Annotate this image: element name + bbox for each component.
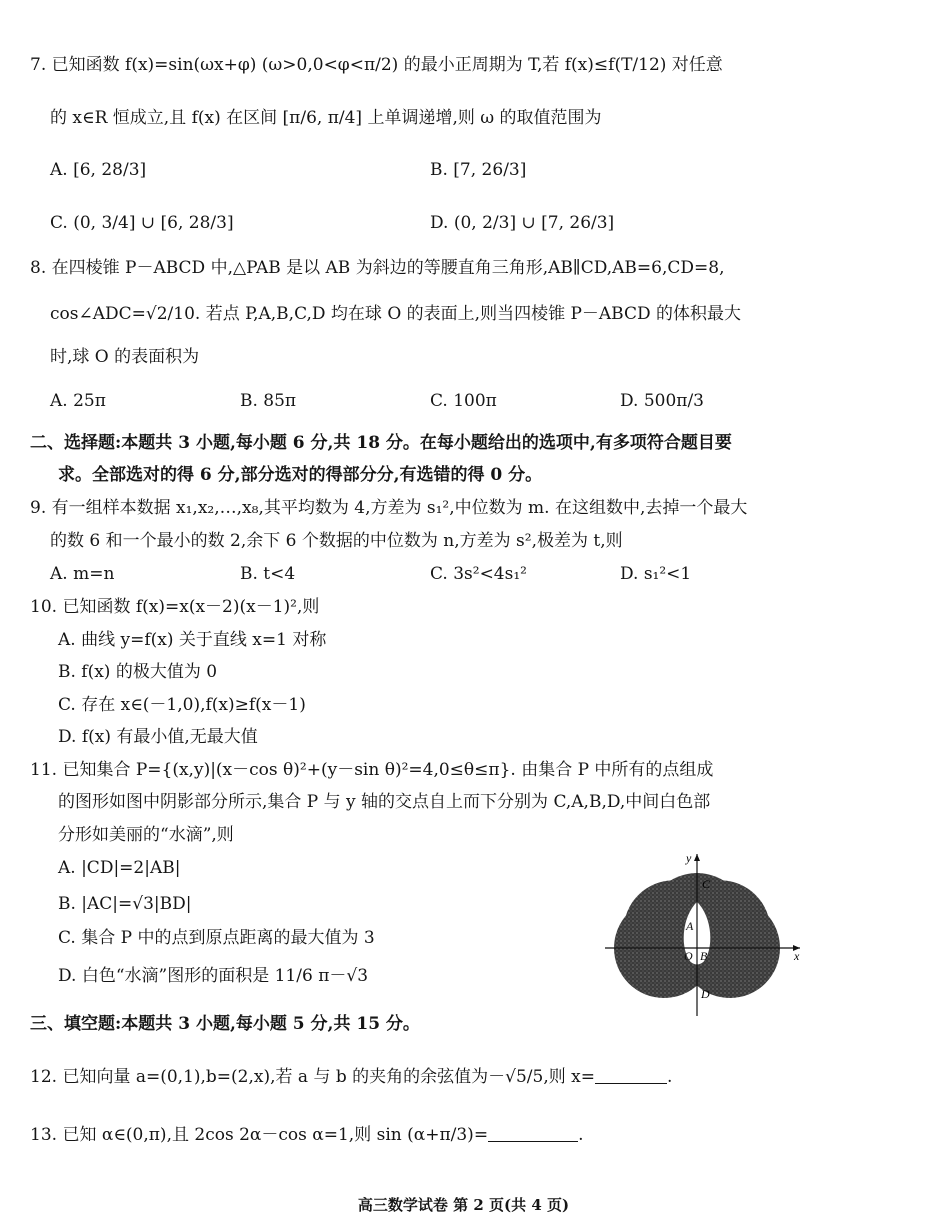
label-b: B [700,949,708,963]
q11-stem-line2: 的图形如图中阴影部分所示,集合 P 与 y 轴的交点自上而下分别为 C,A,B,D,中间白色部 [58,792,711,812]
q11-stem-line3: 分形如美丽的“水滴”,则 [58,825,234,845]
q12-text: 12. 已知向量 a=(0,1),b=(2,x),若 a 与 b 的夹角的余弦值为－√5/5,则 x= [30,1067,595,1087]
section2-heading-line1: 二、选择题:本题共 3 小题,每小题 6 分,共 18 分。在每小题给出的选项中,有多项符合题目要 [30,433,732,453]
q8-stem-line3: 时,球 O 的表面积为 [50,347,200,367]
q8-option-d: D. 500π/3 [620,391,704,411]
q9-option-a: A. m=n [50,564,115,584]
q11-option-c: C. 集合 P 中的点到原点距离的最大值为 3 [58,928,375,948]
q7-stem-line2: 的 x∈R 恒成立,且 f(x) 在区间 [π/6, π/4] 上单调递增,则 ω 的取值范围为 [50,108,602,128]
q7-option-d: D. (0, 2/3] ∪ [7, 26/3] [430,213,615,233]
q9-option-c: C. 3s²<4s₁² [430,564,527,584]
y-axis-arrow [694,854,700,861]
label-c: C [702,877,711,891]
q11-option-a: A. |CD|=2|AB| [58,858,181,878]
q10-option-c: C. 存在 x∈(－1,0),f(x)≥f(x－1) [58,695,306,715]
label-x: x [794,949,800,963]
label-d: D [701,987,710,1001]
section3-heading: 三、填空题:本题共 3 小题,每小题 5 分,共 15 分。 [30,1014,420,1034]
q12-end: . [667,1067,673,1087]
q8-option-c: C. 100π [430,391,497,411]
q12 [30,1066,672,1087]
q11-stem-line1: 11. 已知集合 P={(x,y)|(x－cos θ)²+(y－sin θ)²=4,0≤θ≤π}. 由集合 P 中所有的点组成 [30,760,714,780]
q7-stem-line1: 7. 已知函数 f(x)=sin(ωx+φ) (ω>0,0<φ<π/2) 的最小正周期为 T,若 f(x)≤f(T/12) 对任意 [30,55,723,75]
q10-option-a: A. 曲线 y=f(x) 关于直线 x=1 对称 [58,630,327,650]
q7-option-c: C. (0, 3/4] ∪ [6, 28/3] [50,213,234,233]
section2-heading-line2: 求。全部选对的得 6 分,部分选对的得部分分,有选错的得 0 分。 [58,465,543,485]
page-footer: 高三数学试卷 第 2 页(共 4 页) [357,1196,570,1214]
q11-option-d: D. 白色“水滴”图形的面积是 11/6 π－√3 [58,966,369,986]
q13-end: . [578,1125,584,1145]
q7-option-b: B. [7, 26/3] [430,160,527,180]
q8-option-b: B. 85π [240,391,297,411]
q10-stem: 10. 已知函数 f(x)=x(x－2)(x－1)²,则 [30,597,320,617]
q8-option-a: A. 25π [50,391,106,411]
q10-option-d: D. f(x) 有最小值,无最大值 [58,727,258,747]
q13-answer-blank[interactable] [488,1124,578,1142]
label-o: O [684,949,693,963]
q13 [30,1124,583,1145]
q11-option-b: B. |AC|=√3|BD| [58,894,192,914]
q9-stem-line2: 的数 6 和一个最小的数 2,余下 6 个数据的中位数为 n,方差为 s²,极差为 t,则 [50,531,623,551]
q9-option-b: B. t<4 [240,564,296,584]
q8-stem-line2: cos∠ADC=√2/10. 若点 P,A,B,C,D 均在球 O 的表面上,则当四棱锥 P－ABCD 的体积最大 [50,304,742,324]
q9-stem-line1: 9. 有一组样本数据 x₁,x₂,…,x₈,其平均数为 4,方差为 s₁²,中位数为 m. 在这组数中,去掉一个最大 [30,498,748,518]
label-a: A [686,919,694,933]
q12-answer-blank[interactable] [595,1066,667,1084]
q13-text: 13. 已知 α∈(0,π),且 2cos 2α－cos α=1,则 sin (α+π/3)= [30,1125,489,1145]
q8-stem-line1: 8. 在四棱锥 P－ABCD 中,△PAB 是以 AB 为斜边的等腰直角三角形,AB∥CD,AB=6,CD=8, [30,258,725,278]
q11-figure [600,848,810,1018]
q9-option-d: D. s₁²<1 [620,564,692,584]
q10-option-b: B. f(x) 的极大值为 0 [58,662,218,682]
label-y: y [686,851,692,865]
q7-option-a: A. [6, 28/3] [50,160,147,180]
